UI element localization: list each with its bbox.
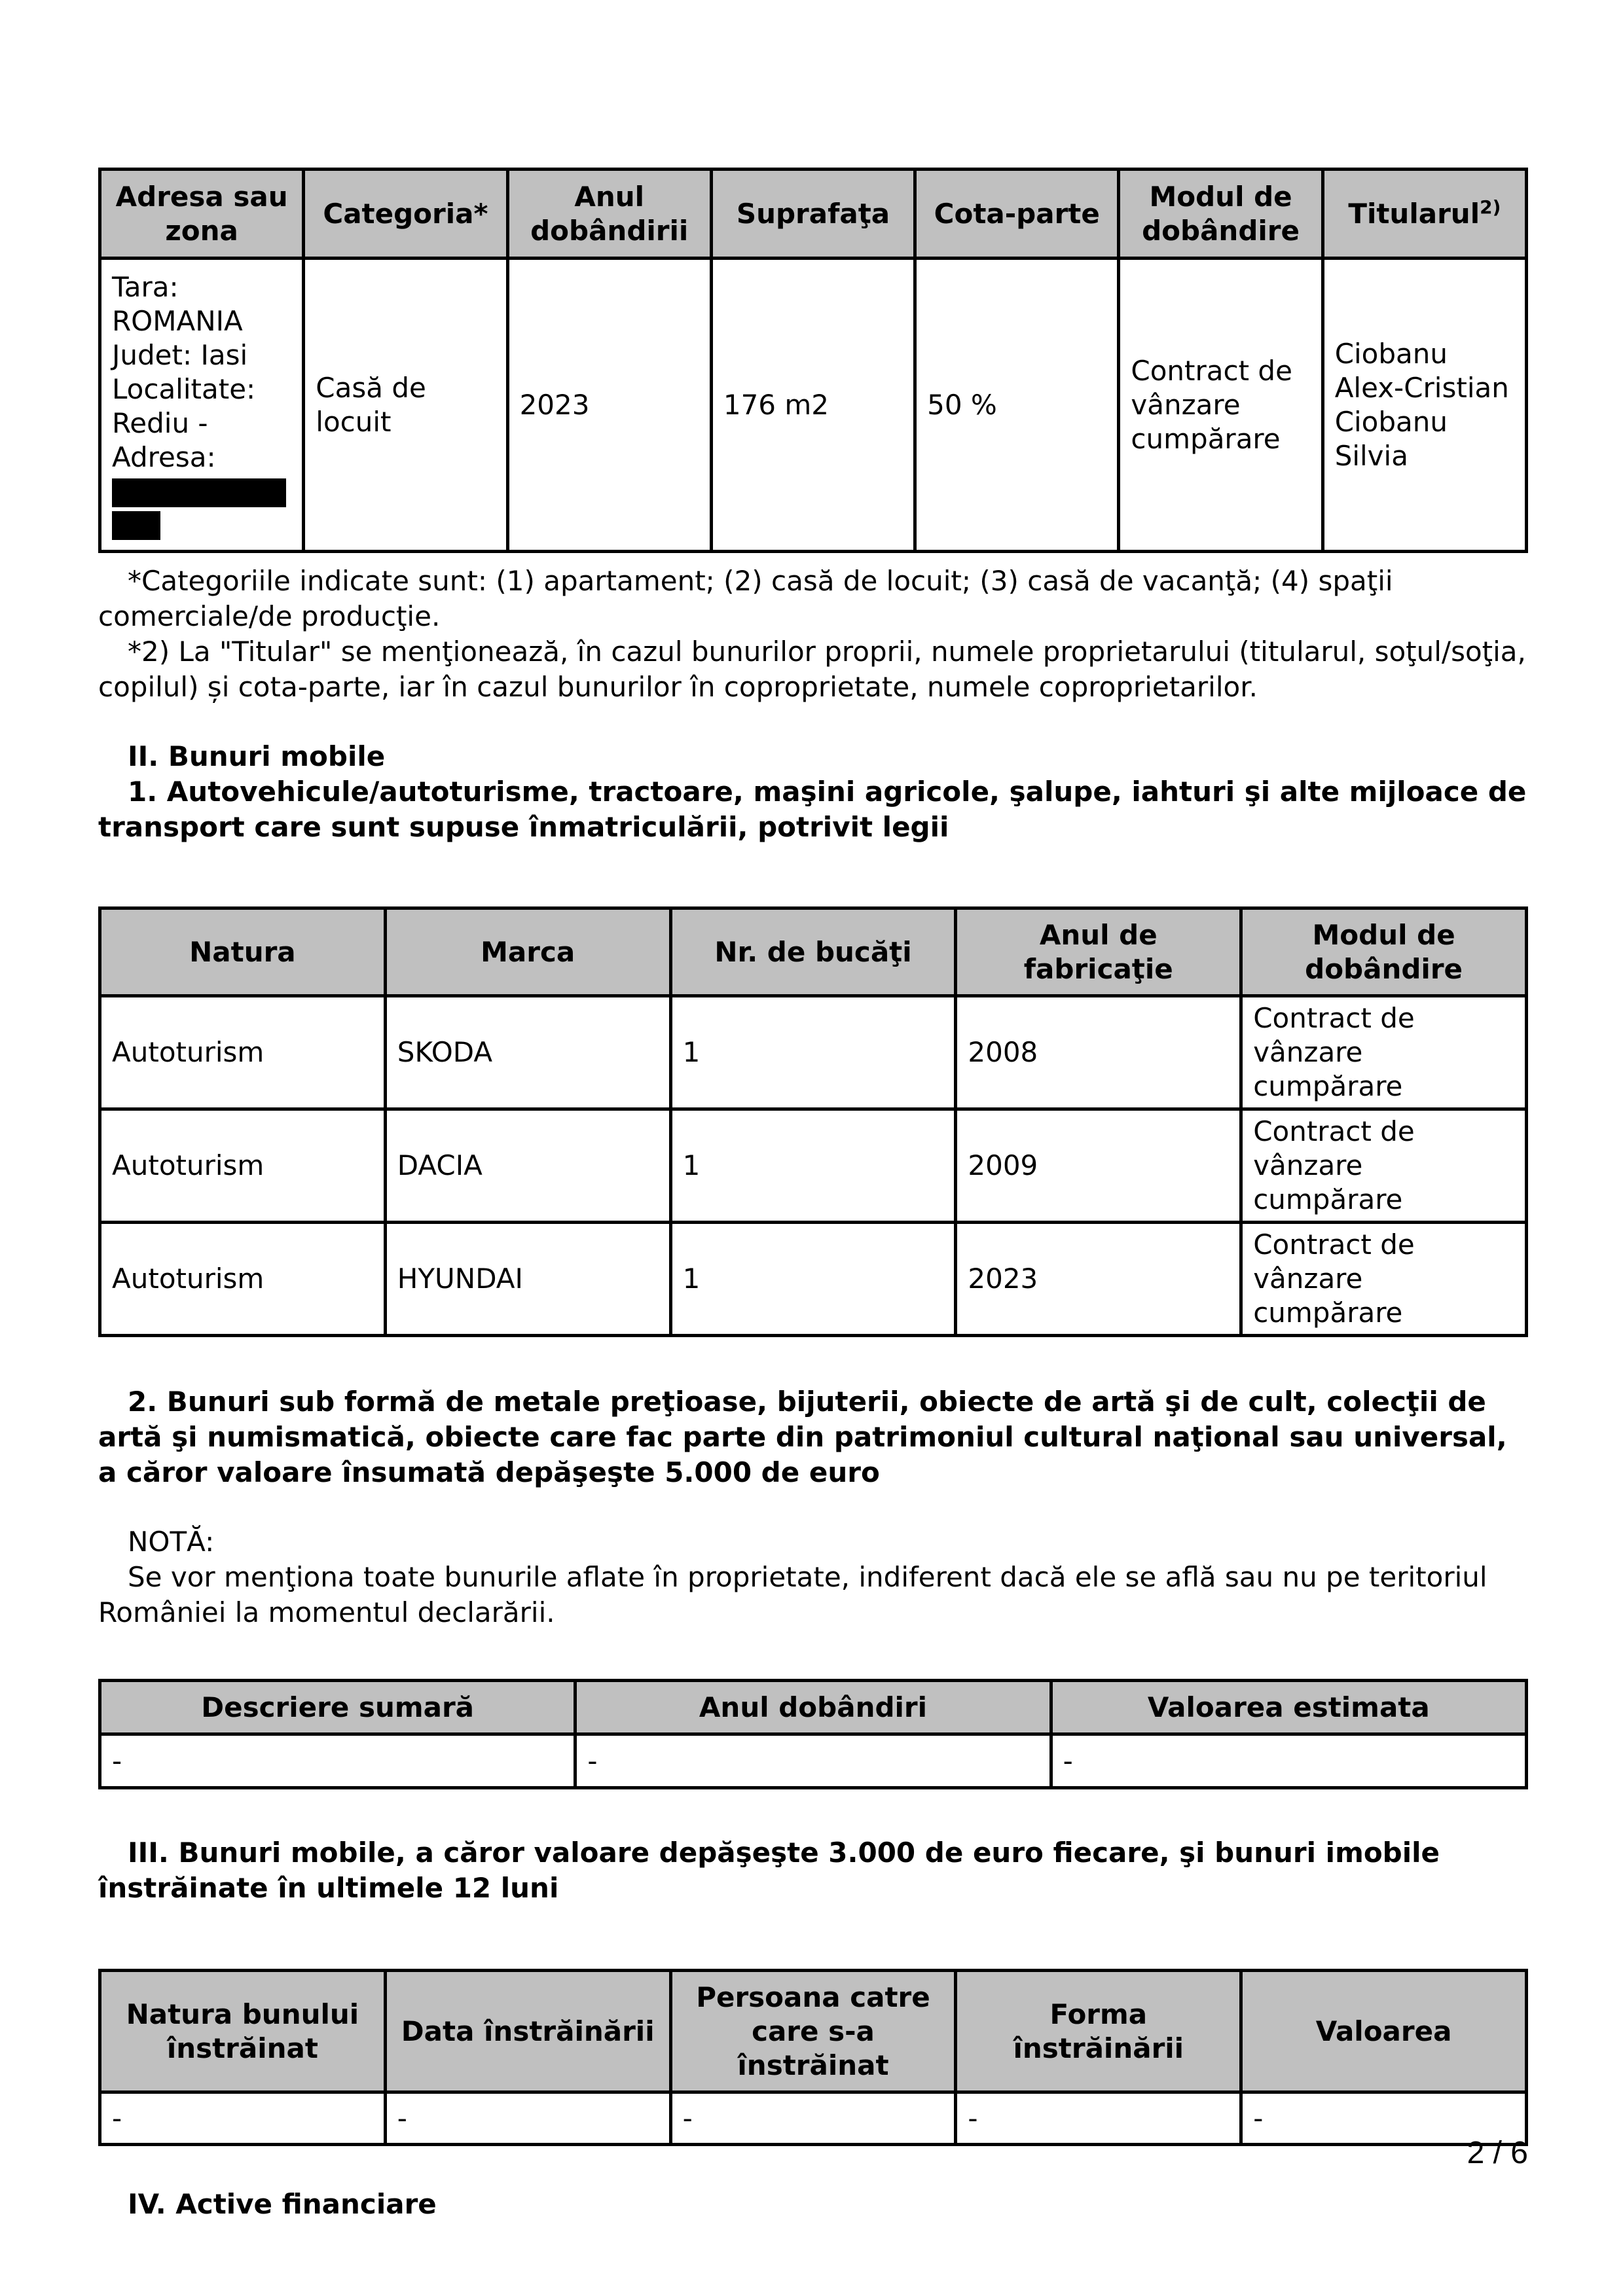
col-header-marca: Marca <box>385 908 670 996</box>
col-header-data: Data înstrăinării <box>385 1971 670 2092</box>
valuables-table <box>98 1679 1528 1789</box>
col-header-anul: Anul dobândiri <box>575 1681 1051 1734</box>
cell-titular: Ciobanu Alex-Cristian Ciobanu Silvia <box>1322 259 1526 552</box>
cell-marca: HYUNDAI <box>385 1223 670 1336</box>
cell-categoria: Casă de locuit <box>304 259 507 552</box>
col-header-categoria: Categoria* <box>304 170 507 259</box>
section-title: IV. Active financiare <box>128 2188 437 2220</box>
cell-marca: DACIA <box>385 1109 670 1223</box>
redaction-bar <box>112 511 160 540</box>
table-row <box>100 2092 1527 2145</box>
col-header-cota: Cota-parte <box>915 170 1119 259</box>
cell-anul: - <box>575 1734 1051 1788</box>
cell-suprafata: 176 m2 <box>711 259 915 552</box>
cell-descriere: - <box>100 1734 575 1788</box>
cell-persoana: - <box>670 2092 956 2145</box>
buildings-table <box>98 168 1528 553</box>
cell-marca: SKODA <box>385 996 670 1109</box>
cell-anul: 2023 <box>507 259 711 552</box>
section-title: II. Bunuri mobile <box>128 740 386 772</box>
col-header-persoana: Persoana catre care s-a înstrăinat <box>670 1971 956 2092</box>
col-header-natura: Natura <box>100 908 386 996</box>
redaction-bar <box>112 478 286 507</box>
nota-text: Se vor menţiona toate bunurile aflate în proprietate, indiferent dacă ele se află sau nu pe teritoriul României la momentul declarării. <box>98 1561 1487 1628</box>
cell-modul: Contract de vânzare cumpărare <box>1241 1109 1527 1223</box>
table-row <box>100 1223 1527 1336</box>
col-header-forma: Forma înstrăinării <box>956 1971 1241 2092</box>
footnote-categorii: *Categoriile indicate sunt: (1) apartament; (2) casă de locuit; (3) casă de vacanţă; (4) spaţii comerciale/de producţie. <box>98 565 1393 632</box>
document-page <box>98 168 1528 2222</box>
cell-forma: - <box>956 2092 1241 2145</box>
cell-data: - <box>385 2092 670 2145</box>
cell-valoarea: - <box>1241 2092 1527 2145</box>
cell-natura: - <box>100 2092 386 2145</box>
table-row <box>100 1734 1527 1788</box>
col-header-adresa: Adresa sau zona <box>100 170 304 259</box>
col-header-valoarea: Valoarea estimata <box>1051 1681 1526 1734</box>
col-header-anul: Anul dobândirii <box>507 170 711 259</box>
cell-nr: 1 <box>670 1109 956 1223</box>
cell-anul: 2008 <box>956 996 1241 1109</box>
cell-natura: Autoturism <box>100 1109 386 1223</box>
col-header-descriere: Descriere sumară <box>100 1681 575 1734</box>
col-header-valoarea: Valoarea <box>1241 1971 1527 2092</box>
cell-natura: Autoturism <box>100 1223 386 1336</box>
page-number: 2 / 6 <box>1467 2136 1528 2170</box>
cell-modul: Contract de vânzare cumpărare <box>1241 996 1527 1109</box>
table-row <box>100 996 1527 1109</box>
vehicles-table <box>98 906 1528 1337</box>
titular-superscript: 2) <box>1480 196 1501 218</box>
col-header-nr-bucati: Nr. de bucăţi <box>670 908 956 996</box>
cell-anul: 2023 <box>956 1223 1241 1336</box>
cell-nr: 1 <box>670 1223 956 1336</box>
col-header-modul: Modul de dobândire <box>1241 908 1527 996</box>
col-header-titular: Titularul$^{2)}$ <box>1322 170 1526 259</box>
section-title: III. Bunuri mobile, a căror valoare depăşeşte 3.000 de euro fiecare, şi bunuri imobile înstrăinate în ultimele 12 luni <box>98 1837 1440 1904</box>
cell-nr: 1 <box>670 996 956 1109</box>
cell-valoarea: - <box>1051 1734 1526 1788</box>
cell-modul: Contract de vânzare cumpărare <box>1241 1223 1527 1336</box>
cell-modul: Contract de vânzare cumpărare <box>1119 259 1322 552</box>
table-row <box>100 1109 1527 1223</box>
col-header-natura: Natura bunului înstrăinat <box>100 1971 386 2092</box>
cell-natura: Autoturism <box>100 996 386 1109</box>
table-row <box>100 259 1527 552</box>
footnote-titular: *2) La "Titular" se menţionează, în cazul bunurilor proprii, numele proprietarului (titularul, soţul/soţia, copilul) și cota-parte, iar în cazul bunurilor în coproprietate, numele coproprietarilor. <box>98 636 1526 703</box>
alienated-table <box>98 1969 1528 2146</box>
cell-cota: 50 % <box>915 259 1119 552</box>
col-header-modul: Modul de dobândire <box>1119 170 1322 259</box>
col-header-suprafata: Suprafaţa <box>711 170 915 259</box>
col-header-anul-fabricatie: Anul de fabricaţie <box>956 908 1241 996</box>
cell-adresa: Tara: ROMANIA Judet: Iasi Localitate: Rediu - Adresa: <box>100 259 304 552</box>
nota-label: NOTĂ: <box>128 1526 215 1558</box>
cell-anul: 2009 <box>956 1109 1241 1223</box>
subsection-title: 1. Autovehicule/autoturisme, tractoare, maşini agricole, şalupe, iahturi şi alte mijloace de transport care sunt supuse înmatriculării, potrivit legii <box>98 776 1527 843</box>
subsection-title: 2. Bunuri sub formă de metale preţioase, bijuterii, obiecte de artă şi de cult, colecţii de artă şi numismatică, obiecte care fac parte din patrimoniul cultural naţional sau universal, a căror valoare însumată depăşeşte 5.000 de euro <box>98 1386 1507 1488</box>
